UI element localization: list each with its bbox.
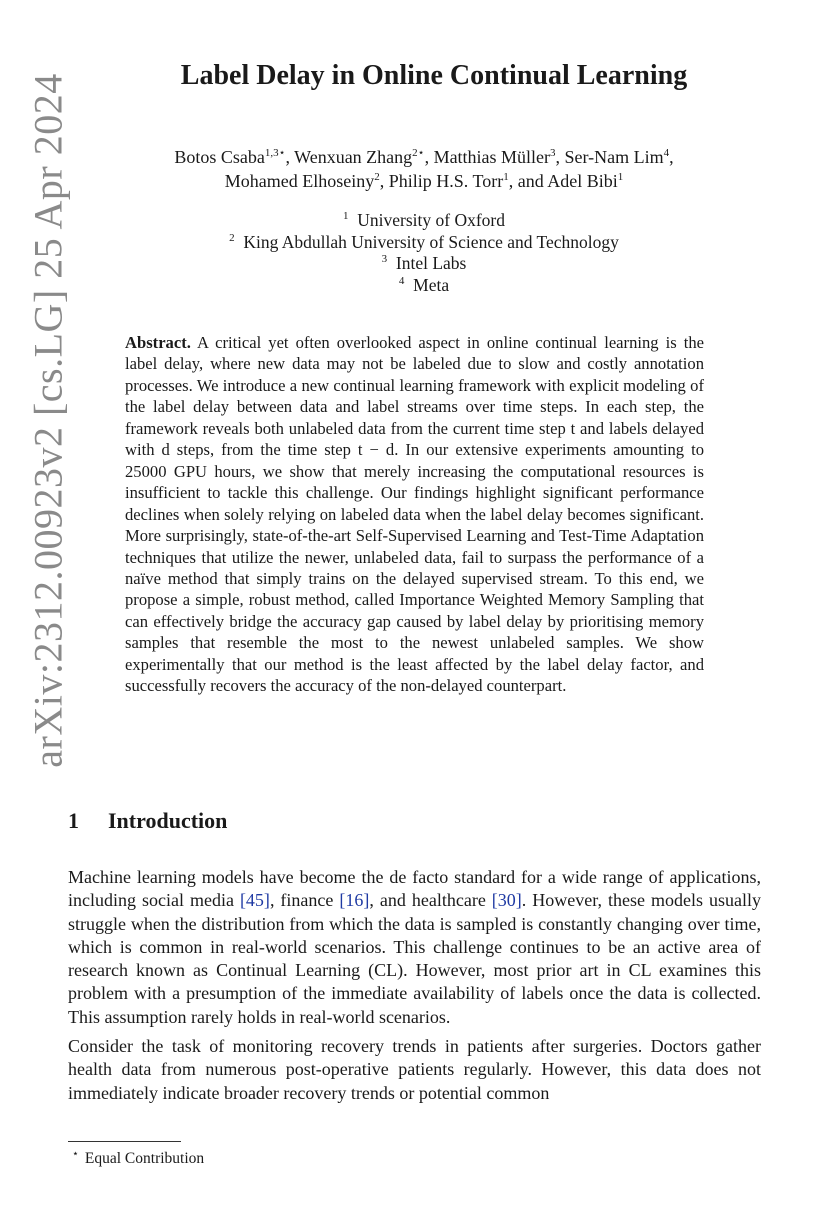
affiliation: $^1$ University of Oxford (342, 210, 505, 230)
citation-link[interactable]: [30] (491, 890, 522, 911)
section-number: 1 (68, 808, 79, 833)
paragraph: Consider the task of monitoring recovery trends in patients after surgeries. Doctors gather health data from numerous post-operative patients regularly. However, this data does not immediately indicate broader recovery trends or potential common (68, 1036, 761, 1103)
affiliation: $^2$ King Abdullah University of Science and Technology (229, 231, 619, 252)
affiliation-list (90, 210, 758, 296)
author: Adel Bibi$^1$ (547, 171, 624, 191)
footnote-rule (68, 1141, 181, 1142)
footnote-text: Equal Contribution (84, 1150, 205, 1168)
citation-link[interactable]: [16] (339, 890, 370, 911)
abstract (125, 332, 704, 697)
footnote (72, 1147, 204, 1168)
affiliation: $^3$ Intel Labs (381, 253, 467, 273)
author: Philip H.S. Torr$^1$ (388, 171, 509, 191)
abstract-text: A critical yet often overlooked aspect in online continual learning is the label delay, where new data may not be labeled due to slow and costly annotation processes. We introduce a new continual learning framework with explicit modeling of the label delay between data and label streams over time steps. In each step, the framework reveals both unlabeled data from the current time step t and labels delayed with d steps, from the time step t − d. In our extensive experiments amounting to 25000 GPU hours, we show that merely increasing the computational resources is insufficient to tackle this challenge. Our findings highlight significant performance declines when solely relying on labeled data when the label delay becomes significant. More surprisingly, state-of-the-art Self-Supervised Learning and Test-Time Adaptation techniques that utilize the newer, unlabeled data, fail to surpass the performance of a naïve method that simply trains on the delayed supervised stream. To this end, we propose a simple, robust method, called Importance Weighted Memory Sampling that can effectively bridge the accuracy gap caused by label delay by prioritising memory samples that resemble the most to the newest unlabeled samples. We show experimentally that our method is the least affected by the label delay factor, and successfully recovers the accuracy of the non-delayed counterpart. (125, 333, 705, 696)
citation-link[interactable]: [45] (239, 890, 270, 911)
arxiv-stamp (20, 70, 76, 770)
author: Mohamed Elhoseiny$^2$ (224, 171, 380, 191)
author: Wenxuan Zhang$^{2⋆}$ (294, 147, 425, 167)
paper-title: Label Delay in Online Continual Learning (180, 60, 688, 91)
footnote-mark: ⋆ (72, 1148, 79, 1160)
section-title: Introduction (108, 808, 228, 833)
section-heading (68, 808, 227, 834)
author-list: Botos Csaba$^{1,3⋆}$, Wenxuan Zhang$^{2⋆}$, Matthias Müller$^3$, Ser-Nam Lim$^4$, Mohamed Elhoseiny$^2$, Philip H.S. Torr$^1$, and Adel Bibi$^1$ (174, 147, 674, 191)
author: Botos Csaba$^{1,3⋆}$ (174, 147, 286, 167)
arxiv-id: arXiv:2312.00923v2 [cs.LG] 25 Apr 2024 (25, 72, 71, 768)
paragraph: Machine learning models have become the de facto standard for a wide range of applications, including social media [45], finance [16], and healthcare [30]. However, these models usually struggle when the distribution from which the data is sampled is constantly changing over time, which is common in real-world scenarios. This challenge continues to be an active area of research known as Continual Learning (CL). However, most prior art in CL examines this problem with a presumption of the immediate availability of labels once the data is collected. This assumption rarely holds in real-world scenarios. (68, 867, 761, 1027)
author: Matthias Müller$^3$ (433, 147, 556, 167)
section-body (68, 866, 761, 1105)
affiliation: $^4$ Meta (398, 274, 450, 295)
author: Ser-Nam Lim$^4$ (564, 147, 670, 167)
abstract-label: Abstract. (125, 333, 191, 352)
